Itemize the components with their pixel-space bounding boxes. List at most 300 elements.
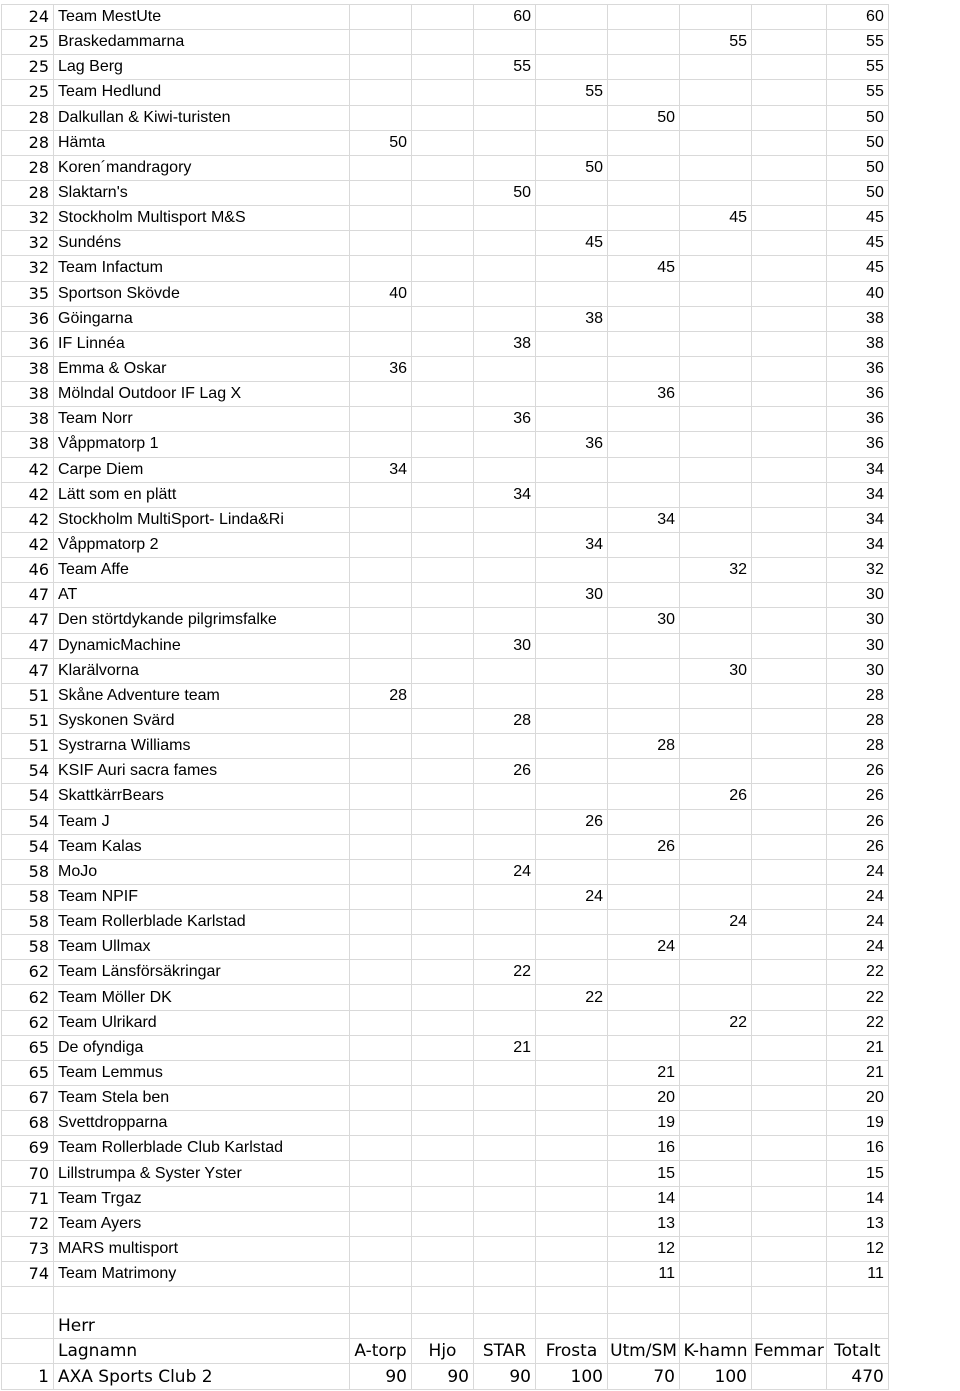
points-cell	[752, 859, 827, 884]
total-cell: 26	[826, 759, 888, 784]
points-cell	[350, 935, 412, 960]
total-cell: 26	[826, 809, 888, 834]
total-cell: 28	[826, 708, 888, 733]
points-cell	[608, 5, 680, 30]
points-cell	[412, 583, 474, 608]
points-cell	[474, 1086, 536, 1111]
empty-cell	[2, 1339, 54, 1364]
team-name-cell: AT	[54, 583, 350, 608]
points-cell: 28	[350, 683, 412, 708]
points-cell: 28	[474, 708, 536, 733]
points-cell	[752, 708, 827, 733]
points-cell	[608, 532, 680, 557]
points-cell	[608, 281, 680, 306]
table-row	[2, 960, 889, 985]
points-cell	[608, 809, 680, 834]
empty-cell	[474, 1314, 536, 1339]
table-row	[2, 784, 889, 809]
team-name-cell: Klarälvorna	[54, 658, 350, 683]
total-cell: 30	[826, 633, 888, 658]
points-cell	[412, 910, 474, 935]
points-cell	[608, 884, 680, 909]
points-cell: 55	[474, 55, 536, 80]
table-row	[2, 1186, 889, 1211]
total-cell: 16	[826, 1136, 888, 1161]
points-cell	[474, 1010, 536, 1035]
rank-cell: 42	[2, 457, 54, 482]
empty-cell	[826, 1287, 888, 1314]
points-cell	[412, 884, 474, 909]
points-cell	[680, 859, 752, 884]
points-cell	[608, 206, 680, 231]
rank-cell: 58	[2, 859, 54, 884]
team-name-cell: MARS multisport	[54, 1236, 350, 1261]
column-header: Lagnamn	[54, 1339, 350, 1364]
table-row	[2, 180, 889, 205]
points-cell	[536, 507, 608, 532]
points-cell	[680, 5, 752, 30]
rank-cell: 69	[2, 1136, 54, 1161]
points-cell	[680, 734, 752, 759]
points-cell: 38	[536, 306, 608, 331]
points-cell	[474, 256, 536, 281]
points-cell	[680, 1111, 752, 1136]
empty-cell	[2, 1314, 54, 1339]
points-cell: 20	[608, 1086, 680, 1111]
points-cell	[412, 608, 474, 633]
total-cell: 40	[826, 281, 888, 306]
team-name-cell: SkattkärrBears	[54, 784, 350, 809]
points-cell	[536, 1236, 608, 1261]
points-cell	[680, 432, 752, 457]
total-cell: 45	[826, 256, 888, 281]
points-cell	[752, 1262, 827, 1287]
rank-cell: 71	[2, 1186, 54, 1211]
points-cell	[608, 331, 680, 356]
points-cell: 100	[536, 1364, 608, 1389]
points-cell	[680, 55, 752, 80]
points-cell	[536, 658, 608, 683]
total-cell: 50	[826, 155, 888, 180]
points-cell: 13	[608, 1211, 680, 1236]
table-row	[2, 583, 889, 608]
points-cell	[350, 784, 412, 809]
points-cell	[680, 80, 752, 105]
points-cell: 55	[680, 30, 752, 55]
team-name-cell: Braskedammarna	[54, 30, 350, 55]
points-cell	[608, 859, 680, 884]
points-cell	[608, 180, 680, 205]
team-name-cell: Svettdropparna	[54, 1111, 350, 1136]
rank-cell: 70	[2, 1161, 54, 1186]
points-cell: 36	[536, 432, 608, 457]
section-title-row	[2, 1314, 889, 1339]
points-cell	[608, 30, 680, 55]
points-cell	[680, 633, 752, 658]
points-cell: 12	[608, 1236, 680, 1261]
points-cell	[536, 935, 608, 960]
points-cell: 22	[680, 1010, 752, 1035]
points-cell	[412, 834, 474, 859]
table-row	[2, 809, 889, 834]
points-cell	[752, 105, 827, 130]
total-cell: 21	[826, 1035, 888, 1060]
points-cell	[412, 80, 474, 105]
total-cell: 60	[826, 5, 888, 30]
team-name-cell: Team Rollerblade Club Karlstad	[54, 1136, 350, 1161]
points-cell	[680, 1161, 752, 1186]
points-cell: 14	[608, 1186, 680, 1211]
points-cell	[474, 734, 536, 759]
points-cell	[350, 1262, 412, 1287]
points-cell	[412, 30, 474, 55]
rank-cell: 73	[2, 1236, 54, 1261]
points-cell	[680, 105, 752, 130]
points-cell	[680, 507, 752, 532]
points-cell: 50	[608, 105, 680, 130]
points-cell	[536, 407, 608, 432]
column-header: Utm/SM	[608, 1339, 680, 1364]
points-cell	[752, 130, 827, 155]
points-cell	[680, 1262, 752, 1287]
points-cell: 36	[608, 382, 680, 407]
points-cell	[536, 281, 608, 306]
empty-cell	[54, 1287, 350, 1314]
points-cell	[536, 482, 608, 507]
points-cell	[680, 1236, 752, 1261]
table-row	[2, 407, 889, 432]
points-cell	[608, 759, 680, 784]
table-row	[2, 1262, 889, 1287]
column-header: Hjo	[412, 1339, 474, 1364]
points-cell	[536, 1086, 608, 1111]
points-cell	[680, 1060, 752, 1085]
total-cell: 24	[826, 935, 888, 960]
points-cell	[752, 759, 827, 784]
points-cell	[752, 281, 827, 306]
points-cell	[608, 1010, 680, 1035]
column-header-row	[2, 1339, 889, 1364]
rank-cell: 38	[2, 407, 54, 432]
points-cell: 60	[474, 5, 536, 30]
points-cell	[680, 180, 752, 205]
points-cell	[608, 784, 680, 809]
points-cell	[680, 256, 752, 281]
points-cell	[752, 432, 827, 457]
points-cell	[680, 1136, 752, 1161]
points-cell	[752, 1211, 827, 1236]
table-row	[2, 206, 889, 231]
points-cell	[536, 457, 608, 482]
table-row	[2, 281, 889, 306]
table-row	[2, 432, 889, 457]
column-header: Femmar	[752, 1339, 827, 1364]
points-cell: 45	[680, 206, 752, 231]
team-name-cell: Team Infactum	[54, 256, 350, 281]
points-cell	[536, 1136, 608, 1161]
total-cell: 32	[826, 558, 888, 583]
rank-cell: 28	[2, 105, 54, 130]
rank-cell: 25	[2, 30, 54, 55]
team-name-cell: Team Stela ben	[54, 1086, 350, 1111]
points-cell	[752, 1010, 827, 1035]
empty-cell	[752, 1287, 827, 1314]
points-cell	[474, 1136, 536, 1161]
empty-cell	[474, 1287, 536, 1314]
points-cell	[474, 910, 536, 935]
rank-cell: 38	[2, 356, 54, 381]
team-name-cell: DynamicMachine	[54, 633, 350, 658]
points-cell	[412, 1086, 474, 1111]
total-cell: 19	[826, 1111, 888, 1136]
total-cell: 45	[826, 206, 888, 231]
points-cell: 36	[350, 356, 412, 381]
points-cell	[536, 1186, 608, 1211]
points-cell	[608, 155, 680, 180]
points-cell	[752, 331, 827, 356]
points-cell	[350, 1010, 412, 1035]
rank-cell: 62	[2, 1010, 54, 1035]
points-cell	[680, 331, 752, 356]
rank-cell: 28	[2, 180, 54, 205]
rank-cell: 47	[2, 608, 54, 633]
points-cell	[608, 658, 680, 683]
team-name-cell: Syskonen Svärd	[54, 708, 350, 733]
table-row	[2, 910, 889, 935]
points-cell	[752, 30, 827, 55]
points-cell	[350, 1035, 412, 1060]
total-cell: 55	[826, 80, 888, 105]
empty-cell	[752, 1314, 827, 1339]
rank-cell: 65	[2, 1060, 54, 1085]
rank-cell: 54	[2, 759, 54, 784]
points-cell	[412, 331, 474, 356]
points-cell	[608, 306, 680, 331]
points-cell: 50	[350, 130, 412, 155]
points-cell	[680, 306, 752, 331]
points-cell	[350, 859, 412, 884]
points-cell	[474, 432, 536, 457]
points-cell	[350, 583, 412, 608]
points-cell	[680, 708, 752, 733]
points-cell	[350, 1186, 412, 1211]
points-cell: 30	[474, 633, 536, 658]
empty-cell	[680, 1314, 752, 1339]
points-cell	[608, 130, 680, 155]
points-cell	[350, 331, 412, 356]
points-cell	[350, 507, 412, 532]
points-cell	[412, 558, 474, 583]
points-cell	[350, 960, 412, 985]
points-cell: 11	[608, 1262, 680, 1287]
points-cell	[412, 1136, 474, 1161]
total-cell: 34	[826, 457, 888, 482]
points-cell	[680, 1186, 752, 1211]
points-cell	[350, 608, 412, 633]
points-cell	[412, 356, 474, 381]
points-cell	[412, 633, 474, 658]
points-cell	[680, 583, 752, 608]
team-name-cell: Team Ullmax	[54, 935, 350, 960]
points-cell	[536, 683, 608, 708]
points-cell	[536, 734, 608, 759]
total-cell: 24	[826, 859, 888, 884]
points-cell	[536, 910, 608, 935]
points-cell	[350, 482, 412, 507]
points-cell: 55	[536, 80, 608, 105]
points-cell	[536, 1035, 608, 1060]
points-cell	[608, 583, 680, 608]
points-cell	[536, 5, 608, 30]
points-cell	[680, 356, 752, 381]
empty-cell	[680, 1287, 752, 1314]
points-cell: 30	[680, 658, 752, 683]
points-cell	[412, 206, 474, 231]
team-name-cell: IF Linnéa	[54, 331, 350, 356]
rank-cell: 28	[2, 155, 54, 180]
team-name-cell: Koren´mandragory	[54, 155, 350, 180]
total-cell: 38	[826, 306, 888, 331]
points-cell	[350, 809, 412, 834]
points-cell	[474, 1060, 536, 1085]
points-cell: 45	[608, 256, 680, 281]
points-cell	[680, 759, 752, 784]
total-cell: 28	[826, 683, 888, 708]
rank-cell: 47	[2, 633, 54, 658]
team-name-cell: Den störtdykande pilgrimsfalke	[54, 608, 350, 633]
rank-cell: 65	[2, 1035, 54, 1060]
points-cell	[474, 281, 536, 306]
table-row	[2, 558, 889, 583]
points-cell: 26	[680, 784, 752, 809]
points-cell	[680, 482, 752, 507]
points-cell	[536, 382, 608, 407]
points-cell	[608, 633, 680, 658]
empty-cell	[350, 1287, 412, 1314]
points-cell	[752, 1186, 827, 1211]
rank-cell: 32	[2, 206, 54, 231]
points-cell	[752, 1161, 827, 1186]
points-cell	[474, 155, 536, 180]
points-cell: 26	[536, 809, 608, 834]
points-cell	[350, 708, 412, 733]
points-cell	[752, 231, 827, 256]
points-cell	[680, 935, 752, 960]
team-name-cell: Systrarna Williams	[54, 734, 350, 759]
points-cell	[752, 1035, 827, 1060]
rank-cell: 25	[2, 55, 54, 80]
total-cell: 55	[826, 55, 888, 80]
points-cell: 28	[608, 734, 680, 759]
total-cell: 22	[826, 960, 888, 985]
points-cell	[608, 482, 680, 507]
table-row	[2, 608, 889, 633]
points-cell	[474, 1262, 536, 1287]
points-cell: 90	[474, 1364, 536, 1389]
points-cell	[474, 1111, 536, 1136]
rank-cell: 32	[2, 231, 54, 256]
points-cell	[350, 155, 412, 180]
team-name-cell: Team Möller DK	[54, 985, 350, 1010]
points-cell	[412, 256, 474, 281]
empty-cell	[608, 1314, 680, 1339]
team-name-cell: Lätt som en plätt	[54, 482, 350, 507]
points-cell	[680, 683, 752, 708]
total-cell: 50	[826, 105, 888, 130]
points-cell	[412, 1161, 474, 1186]
points-cell	[680, 834, 752, 859]
points-cell	[412, 532, 474, 557]
points-cell: 34	[350, 457, 412, 482]
total-cell: 55	[826, 30, 888, 55]
points-cell	[680, 608, 752, 633]
rank-cell: 58	[2, 884, 54, 909]
points-cell	[680, 407, 752, 432]
total-cell: 36	[826, 432, 888, 457]
team-name-cell: Våppmatorp 1	[54, 432, 350, 457]
total-cell: 12	[826, 1236, 888, 1261]
table-row	[2, 1010, 889, 1035]
points-cell	[412, 1111, 474, 1136]
points-cell	[608, 910, 680, 935]
points-cell	[536, 633, 608, 658]
points-cell	[412, 432, 474, 457]
table-row	[2, 231, 889, 256]
table-row	[2, 884, 889, 909]
points-cell	[752, 734, 827, 759]
points-cell	[752, 935, 827, 960]
empty-cell	[536, 1287, 608, 1314]
points-cell	[536, 356, 608, 381]
points-cell	[680, 382, 752, 407]
points-cell	[536, 55, 608, 80]
table-row	[2, 734, 889, 759]
total-cell: 24	[826, 910, 888, 935]
column-header: K-hamn	[680, 1339, 752, 1364]
points-cell	[536, 1262, 608, 1287]
rank-cell: 28	[2, 130, 54, 155]
rank-cell: 58	[2, 935, 54, 960]
points-cell: 34	[474, 482, 536, 507]
points-cell	[608, 1035, 680, 1060]
points-cell	[412, 507, 474, 532]
rank-cell: 62	[2, 985, 54, 1010]
rank-cell: 32	[2, 256, 54, 281]
rank-cell: 54	[2, 809, 54, 834]
empty-cell	[608, 1287, 680, 1314]
rank-cell: 42	[2, 507, 54, 532]
points-cell	[752, 356, 827, 381]
points-cell	[752, 809, 827, 834]
points-cell	[536, 1010, 608, 1035]
total-cell: 21	[826, 1060, 888, 1085]
points-cell	[474, 809, 536, 834]
table-row	[2, 1086, 889, 1111]
total-cell: 26	[826, 784, 888, 809]
points-cell	[536, 960, 608, 985]
table-row	[2, 155, 889, 180]
points-cell	[412, 734, 474, 759]
rank-cell: 51	[2, 683, 54, 708]
points-cell	[680, 985, 752, 1010]
team-name-cell: Team MestUte	[54, 5, 350, 30]
points-cell	[752, 1111, 827, 1136]
empty-cell	[412, 1287, 474, 1314]
points-cell: 22	[474, 960, 536, 985]
points-cell	[608, 407, 680, 432]
team-name-cell: Emma & Oskar	[54, 356, 350, 381]
table-row	[2, 1035, 889, 1060]
